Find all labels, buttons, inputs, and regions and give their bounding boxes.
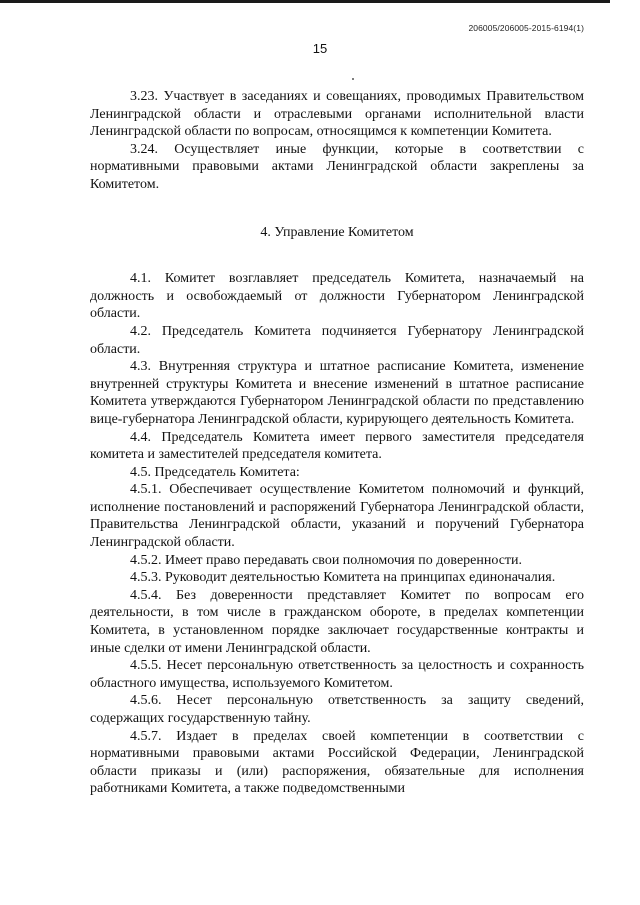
paragraph-4-5-1: 4.5.1. Обеспечивает осуществление Комитетом полномочий и функций, исполнение постановлений и распоряжений Губернатора Ленинградской области, Правительства Ленинградской области, указаний и поручений Губернатора Ленинградской области. (90, 482, 584, 551)
paragraph-4-1: 4.1. Комитет возглавляет председатель Комитета, назначаемый на должность и освобождаемый от должности Губернатором Ленинградской области. (90, 271, 584, 322)
paragraph-4-3: 4.3. Внутренняя структура и штатное расписание Комитета, изменение внутренней структуры Комитета и внесение изменений в штатное расписание Комитета утверждаются Губернатором Ленинградской области по представлению вице-губернатора Ленинградской области, курирующего деятельность Комитета. (90, 359, 584, 427)
paragraph-4-5-7: 4.5.7. Издает в пределах своей компетенции в соответствии с нормативными правовыми актами Российской Федерации, Ленинградской области приказы и (или) распоряжения, обязательные для исполнения работниками Комитета, а также подведомственными (90, 728, 584, 797)
scan-speck (352, 78, 354, 80)
paragraph-4-5-3: 4.5.3. Руководит деятельностью Комитета на принципах единоначалия. (130, 570, 556, 586)
paragraph-4-5: 4.5. Председатель Комитета: (130, 464, 300, 480)
section-heading: 4. Управление Комитетом (260, 224, 414, 240)
top-scan-border (0, 0, 610, 3)
paragraph-4-5-6: 4.5.6. Несет персональную ответственность за защиту сведений, содержащих государственную тайну. (90, 693, 584, 726)
paragraph-4-4: 4.4. Председатель Комитета имеет первого заместителя председателя комитета и заместителей председателя комитета. (90, 429, 584, 463)
paragraph-3-23: 3.23. Участвует в заседаниях и совещаниях, проводимых Правительством Ленинградской области и отраслевыми органами исполнительной власти Ленинградской области по вопросам, относящимся к компетенции Комитета. (90, 89, 584, 140)
paragraph-4-5-5: 4.5.5. Несет персональную ответственность за целостность и сохранность областного имущества, используемого Комитетом. (90, 658, 584, 691)
paragraph-4-5-2: 4.5.2. Имеет право передавать свои полномочия по доверенности. (130, 552, 523, 568)
document-body (90, 88, 584, 798)
paragraph-3-24: 3.24. Осуществляет иные функции, которые в соответствии с нормативными правовыми актами Ленинградской области закреплены за Комитетом. (90, 141, 584, 192)
page-number: 15 (312, 41, 328, 56)
paragraph-4-5-4: 4.5.4. Без доверенности представляет Комитет по вопросам его деятельности, в том числе в гражданском обороте, в пределах компетенции Комитета, в установленном порядке заключает государственные контракты и иные сделки от имени Ленинградской области. (90, 587, 584, 656)
document-id: 206005/206005-2015-6194(1) (468, 23, 584, 33)
paragraph-4-2: 4.2. Председатель Комитета подчиняется Губернатору Ленинградской области. (90, 323, 584, 357)
